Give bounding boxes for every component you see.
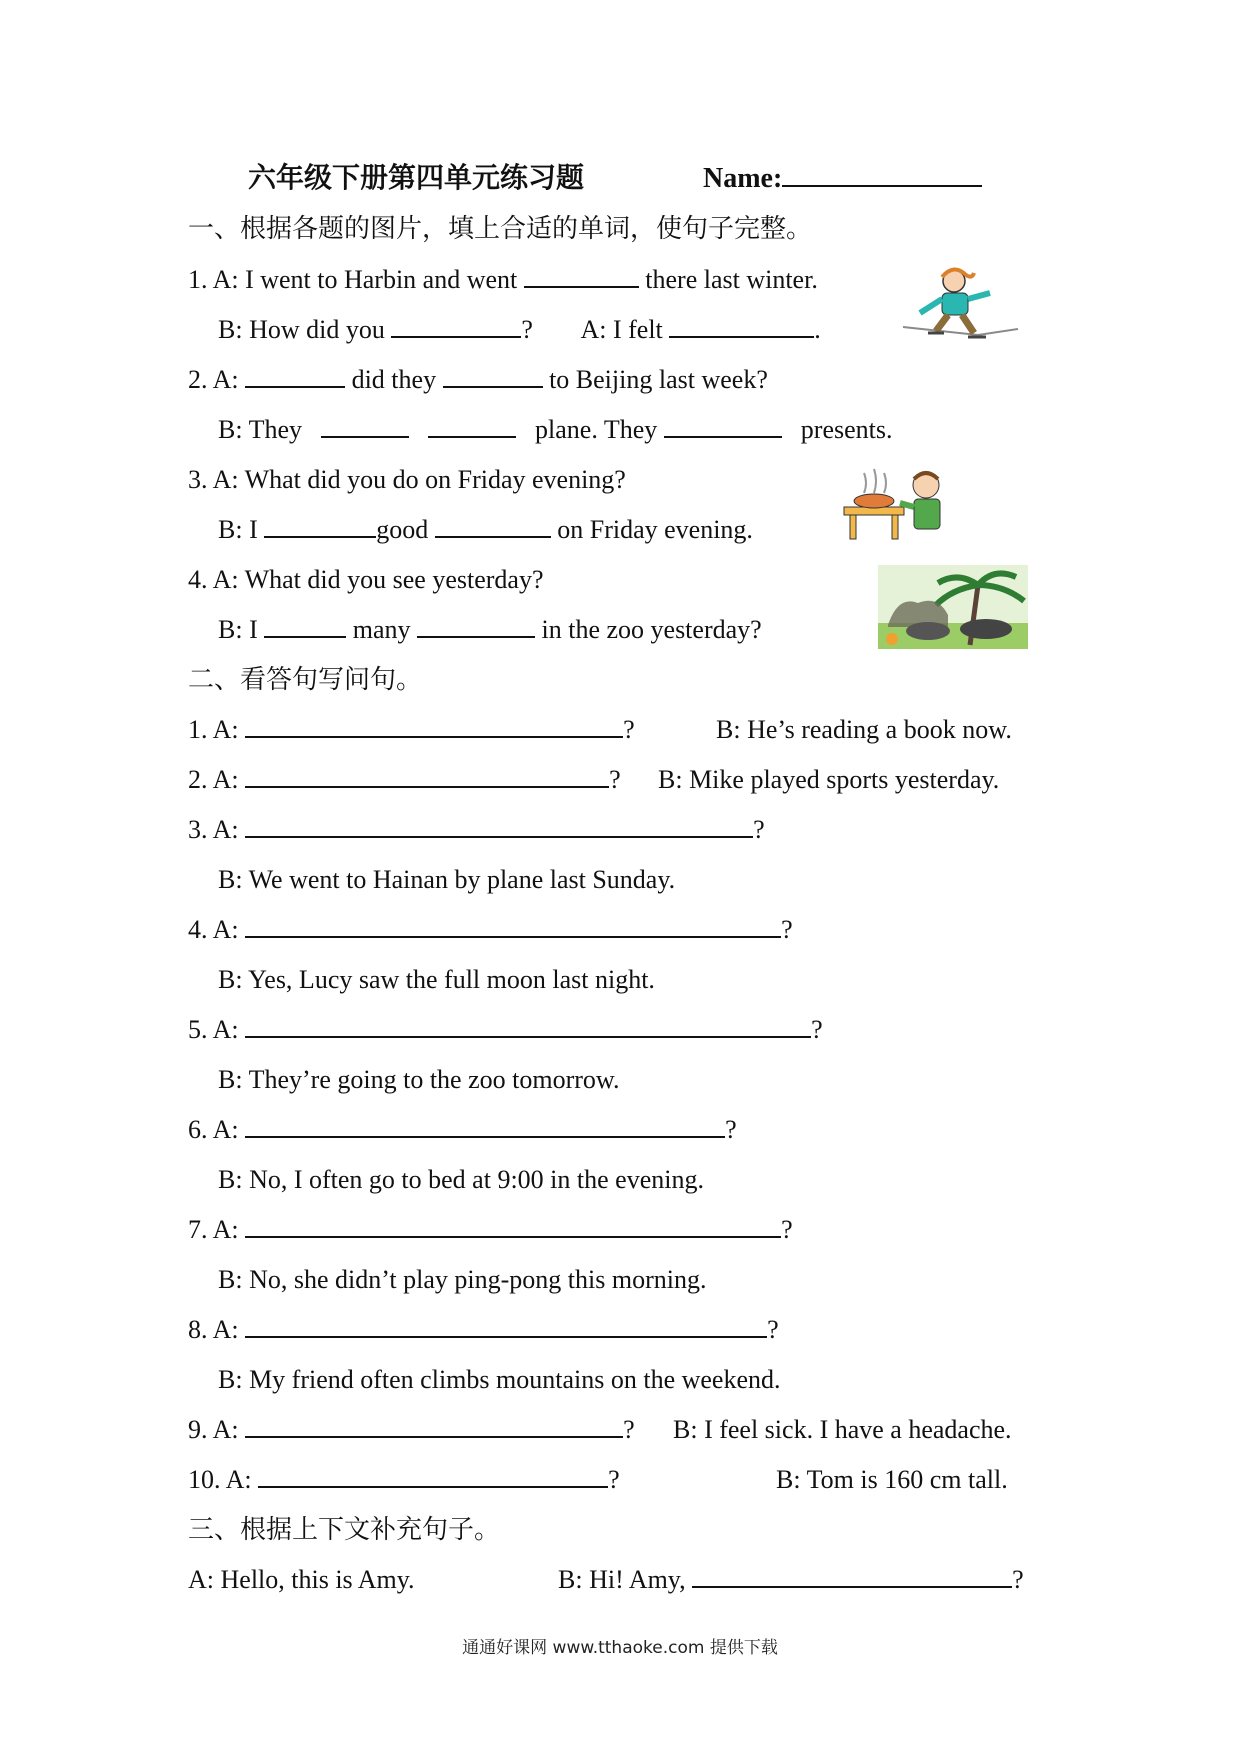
s2-q1-blank[interactable] bbox=[245, 714, 623, 738]
q1-line-b: B: How did you ? A: I felt . bbox=[218, 315, 821, 344]
q3-blank-2[interactable] bbox=[435, 514, 551, 538]
q3-blank-1[interactable] bbox=[264, 514, 376, 538]
s2-q9: 9. A: ? bbox=[188, 1415, 635, 1444]
q4-line-b: B: I many in the zoo yesterday? bbox=[218, 615, 762, 644]
s2-a9: B: I feel sick. I have a headache. bbox=[673, 1415, 1012, 1444]
q2-blank-3[interactable] bbox=[321, 414, 409, 438]
q3-line-b: B: I good on Friday evening. bbox=[218, 515, 753, 544]
s2-q1: 1. A: ? bbox=[188, 715, 635, 744]
name-blank[interactable] bbox=[782, 163, 982, 187]
s2-a10: B: Tom is 160 cm tall. bbox=[776, 1465, 1008, 1494]
s2-q8-blank[interactable] bbox=[245, 1314, 767, 1338]
s2-a6: B: No, I often go to bed at 9:00 in the evening. bbox=[218, 1165, 704, 1194]
s2-q4-blank[interactable] bbox=[245, 914, 781, 938]
s2-q2-blank[interactable] bbox=[245, 764, 609, 788]
s2-q8: 8. A: ? bbox=[188, 1315, 779, 1344]
name-label: Name: bbox=[703, 163, 783, 194]
section3-heading: 三、根据上下文补充句子。 bbox=[188, 1515, 501, 1544]
q1-blank-2[interactable] bbox=[391, 314, 521, 338]
s2-q4: 4. A: ? bbox=[188, 915, 793, 944]
q2-blank-2[interactable] bbox=[443, 364, 543, 388]
s2-a7: B: No, she didn’t play ping-pong this morning. bbox=[218, 1265, 707, 1294]
s3-line-a: A: Hello, this is Amy. bbox=[188, 1565, 415, 1594]
s2-q5-blank[interactable] bbox=[245, 1014, 811, 1038]
skating-girl-image bbox=[898, 265, 1028, 345]
s2-q10-blank[interactable] bbox=[258, 1464, 608, 1488]
footer-credit: 通通好课网 www.tthaoke.com 提供下载 bbox=[462, 1638, 778, 1658]
s2-q6-blank[interactable] bbox=[245, 1114, 725, 1138]
s2-a8: B: My friend often climbs mountains on the weekend. bbox=[218, 1365, 781, 1394]
q1-blank-3[interactable] bbox=[669, 314, 814, 338]
worksheet-title: 六年级下册第四单元练习题 bbox=[248, 163, 585, 194]
q2-line-a: 2. A: did they to Beijing last week? bbox=[188, 365, 768, 394]
s2-a3: B: We went to Hainan by plane last Sunday. bbox=[218, 865, 676, 894]
s2-q5: 5. A: ? bbox=[188, 1015, 823, 1044]
q3-line-a: 3. A: What did you do on Friday evening? bbox=[188, 465, 626, 494]
zoo-animals-image bbox=[878, 565, 1028, 649]
s2-q7: 7. A: ? bbox=[188, 1215, 793, 1244]
s2-a5: B: They’re going to the zoo tomorrow. bbox=[218, 1065, 620, 1094]
s2-q9-blank[interactable] bbox=[245, 1414, 623, 1438]
q1-line-a: 1. A: I went to Harbin and went there last winter. bbox=[188, 265, 818, 294]
s2-q3: 3. A: ? bbox=[188, 815, 765, 844]
s2-q3-blank[interactable] bbox=[245, 814, 753, 838]
q4-blank-1[interactable] bbox=[264, 614, 346, 638]
s2-q7-blank[interactable] bbox=[245, 1214, 781, 1238]
section2-heading: 二、看答句写问句。 bbox=[188, 665, 423, 694]
s2-a1: B: He’s reading a book now. bbox=[716, 715, 1012, 744]
q2-blank-5[interactable] bbox=[664, 414, 782, 438]
s2-q10: 10. A: ? bbox=[188, 1465, 620, 1494]
hotpot-boy-image bbox=[838, 463, 958, 543]
s3-blank[interactable] bbox=[692, 1564, 1012, 1588]
s2-q6: 6. A: ? bbox=[188, 1115, 737, 1144]
q2-blank-4[interactable] bbox=[428, 414, 516, 438]
s2-a2: B: Mike played sports yesterday. bbox=[658, 765, 1000, 794]
q4-blank-2[interactable] bbox=[417, 614, 535, 638]
section1-heading: 一、根据各题的图片，填上合适的单词，使句子完整。 bbox=[188, 214, 813, 243]
s2-a4: B: Yes, Lucy saw the full moon last night. bbox=[218, 965, 655, 994]
s3-line-b: B: Hi! Amy, ? bbox=[558, 1565, 1024, 1594]
q4-line-a: 4. A: What did you see yesterday? bbox=[188, 565, 544, 594]
q2-line-b: B: They plane. They presents. bbox=[218, 415, 893, 444]
q2-blank-1[interactable] bbox=[245, 364, 345, 388]
q1-blank-1[interactable] bbox=[524, 264, 639, 288]
name-field[interactable] bbox=[703, 163, 982, 195]
s2-q2: 2. A: ? bbox=[188, 765, 621, 794]
